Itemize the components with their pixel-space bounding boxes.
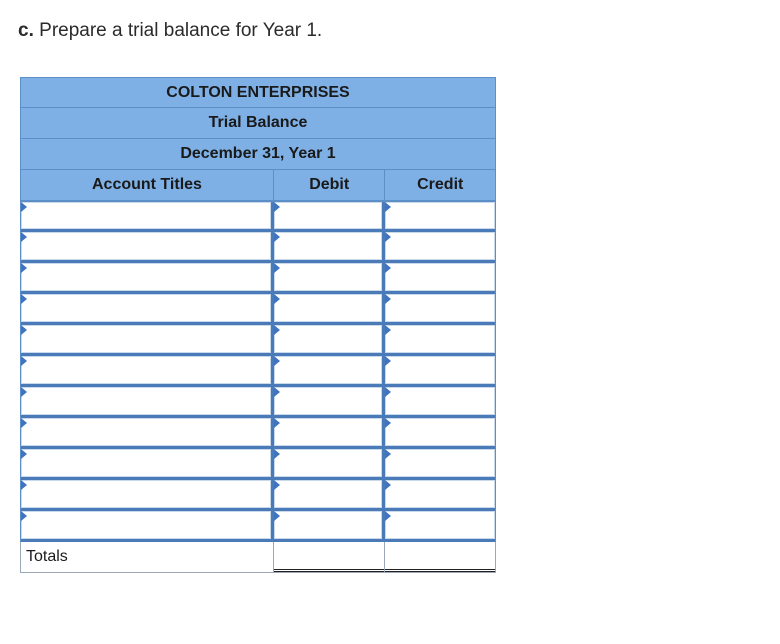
dropdown-marker-icon	[274, 263, 280, 273]
dropdown-marker-icon	[385, 449, 391, 459]
credit-cell	[385, 294, 495, 322]
account-title-input[interactable]	[21, 418, 271, 446]
debit-cell	[274, 294, 385, 322]
account-title-input[interactable]	[21, 480, 271, 508]
account-title-input[interactable]	[21, 263, 271, 291]
dropdown-marker-icon	[274, 202, 280, 212]
dropdown-marker-icon	[385, 263, 391, 273]
totals-row	[20, 542, 496, 573]
dropdown-marker-icon	[274, 480, 280, 490]
dropdown-marker-icon	[21, 356, 27, 366]
credit-input[interactable]	[385, 202, 495, 229]
credit-input[interactable]	[385, 449, 495, 477]
dropdown-marker-icon	[385, 418, 391, 428]
credit-input[interactable]	[385, 387, 495, 415]
debit-input[interactable]	[274, 356, 382, 384]
debit-header: Debit	[274, 170, 386, 200]
dropdown-marker-icon	[385, 387, 391, 397]
entry-rows	[20, 201, 496, 542]
dropdown-marker-icon	[274, 449, 280, 459]
table-row	[21, 356, 495, 387]
credit-cell	[385, 511, 495, 539]
dropdown-marker-icon	[385, 480, 391, 490]
credit-input[interactable]	[385, 418, 495, 446]
dropdown-marker-icon	[21, 387, 27, 397]
debit-cell	[274, 356, 385, 384]
account-title-input[interactable]	[21, 511, 271, 539]
account-title-cell	[21, 325, 274, 353]
debit-input[interactable]	[274, 232, 382, 260]
dropdown-marker-icon	[274, 511, 280, 521]
debit-total-cell	[274, 542, 385, 572]
credit-cell	[385, 232, 495, 260]
dropdown-marker-icon	[274, 387, 280, 397]
dropdown-marker-icon	[385, 356, 391, 366]
dropdown-marker-icon	[274, 418, 280, 428]
debit-cell	[274, 418, 385, 446]
table-row	[21, 294, 495, 325]
question-text: Prepare a trial balance for Year 1.	[39, 20, 323, 41]
account-title-input[interactable]	[21, 325, 271, 353]
credit-input[interactable]	[385, 356, 495, 384]
credit-input[interactable]	[385, 511, 495, 539]
dropdown-marker-icon	[274, 325, 280, 335]
account-title-cell	[21, 263, 274, 291]
debit-cell	[274, 387, 385, 415]
dropdown-marker-icon	[21, 418, 27, 428]
debit-input[interactable]	[274, 449, 382, 477]
table-row	[21, 449, 495, 480]
debit-cell	[274, 263, 385, 291]
question-part-label: c.	[18, 20, 34, 41]
account-title-input[interactable]	[21, 202, 271, 229]
statement-title: Trial Balance	[20, 108, 496, 139]
credit-cell	[385, 325, 495, 353]
account-title-input[interactable]	[21, 449, 271, 477]
credit-input[interactable]	[385, 325, 495, 353]
debit-input[interactable]	[274, 480, 382, 508]
credit-cell	[385, 449, 495, 477]
column-headers	[20, 170, 496, 201]
account-title-cell	[21, 418, 274, 446]
debit-input[interactable]	[274, 387, 382, 415]
debit-cell	[274, 511, 385, 539]
account-title-input[interactable]	[21, 387, 271, 415]
dropdown-marker-icon	[385, 202, 391, 212]
table-row	[21, 511, 495, 542]
debit-input[interactable]	[274, 325, 382, 353]
account-title-cell	[21, 294, 274, 322]
statement-date: December 31, Year 1	[20, 139, 496, 170]
account-titles-header: Account Titles	[21, 170, 274, 200]
table-row	[21, 325, 495, 356]
table-row	[21, 418, 495, 449]
credit-header: Credit	[417, 176, 464, 193]
dropdown-marker-icon	[385, 325, 391, 335]
credit-input[interactable]	[385, 294, 495, 322]
account-title-cell	[21, 356, 274, 384]
account-title-input[interactable]	[21, 294, 271, 322]
debit-input[interactable]	[274, 202, 382, 229]
dropdown-marker-icon	[21, 263, 27, 273]
account-title-input[interactable]	[21, 356, 271, 384]
dropdown-marker-icon	[21, 202, 27, 212]
account-title-cell	[21, 232, 274, 260]
dropdown-marker-icon	[21, 294, 27, 304]
dropdown-marker-icon	[385, 511, 391, 521]
debit-input[interactable]	[274, 263, 382, 291]
account-title-input[interactable]	[21, 232, 271, 260]
credit-cell	[385, 263, 495, 291]
dropdown-marker-icon	[385, 294, 391, 304]
table-row	[21, 232, 495, 263]
account-title-cell	[21, 480, 274, 508]
debit-cell	[274, 480, 385, 508]
table-row	[21, 480, 495, 511]
debit-cell	[274, 202, 385, 229]
dropdown-marker-icon	[21, 480, 27, 490]
debit-cell	[274, 325, 385, 353]
credit-input[interactable]	[385, 263, 495, 291]
table-row	[21, 201, 495, 232]
debit-cell	[274, 449, 385, 477]
credit-cell	[385, 387, 495, 415]
dropdown-marker-icon	[274, 232, 280, 242]
dropdown-marker-icon	[21, 449, 27, 459]
credit-cell	[385, 480, 495, 508]
trial-balance-table	[20, 77, 496, 573]
dropdown-marker-icon	[385, 232, 391, 242]
table-row	[21, 387, 495, 418]
dropdown-marker-icon	[274, 356, 280, 366]
debit-cell	[274, 232, 385, 260]
credit-total-cell	[385, 542, 495, 572]
debit-total-input[interactable]	[274, 542, 384, 572]
dropdown-marker-icon	[21, 232, 27, 242]
dropdown-marker-icon	[274, 294, 280, 304]
dropdown-marker-icon	[21, 325, 27, 335]
credit-input[interactable]	[385, 480, 495, 508]
debit-input[interactable]	[274, 418, 382, 446]
table-row	[21, 263, 495, 294]
account-title-cell	[21, 202, 274, 229]
debit-input[interactable]	[274, 511, 382, 539]
company-name: COLTON ENTERPRISES	[20, 77, 496, 108]
question-prompt	[18, 20, 322, 42]
totals-label: Totals	[21, 542, 274, 572]
dropdown-marker-icon	[21, 511, 27, 521]
account-title-cell	[21, 387, 274, 415]
credit-input[interactable]	[385, 232, 495, 260]
debit-input[interactable]	[274, 294, 382, 322]
credit-cell	[385, 356, 495, 384]
credit-cell	[385, 202, 495, 229]
account-title-cell	[21, 511, 274, 539]
credit-cell	[385, 418, 495, 446]
account-title-cell	[21, 449, 274, 477]
credit-total-input[interactable]	[385, 542, 495, 572]
